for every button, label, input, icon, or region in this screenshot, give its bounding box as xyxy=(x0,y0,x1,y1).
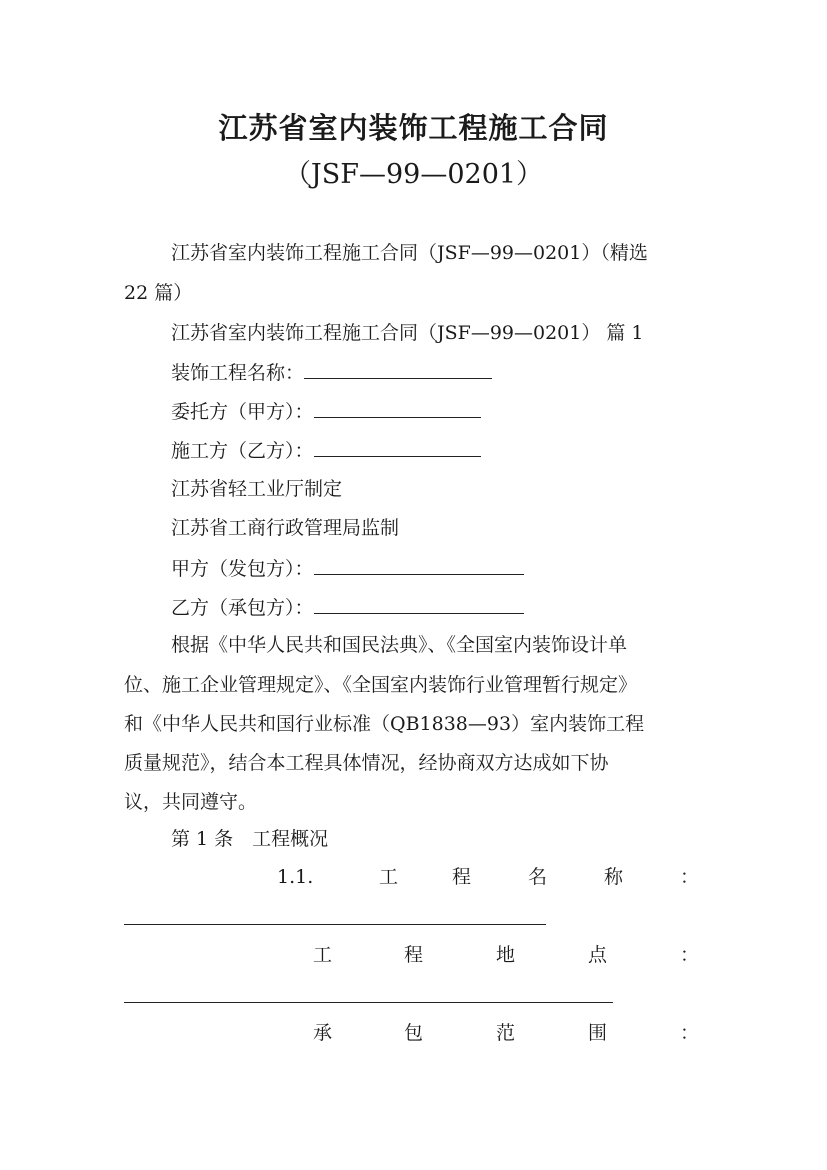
document-subtitle: （JSF—99—0201） xyxy=(283,159,544,190)
item-name-char-4: 称 xyxy=(604,866,624,888)
party-b-row xyxy=(171,595,524,620)
issuer-line-2: 江苏省工商行政管理局监制 xyxy=(171,517,400,539)
intro-line-2: 22 篇） xyxy=(124,282,193,304)
location-underline xyxy=(124,1002,613,1003)
item-location-char-1: 工 xyxy=(313,944,333,966)
item-name-char-5: ： xyxy=(680,866,700,888)
item-location-char-3: 地 xyxy=(496,944,516,966)
item-scope-char-3: 范 xyxy=(496,1022,516,1044)
item-location-char-4: 点 xyxy=(588,944,608,966)
paragraph-line-4: 质量规范》，结合本工程具体情况，经协商双方达成如下协 xyxy=(124,752,609,774)
client-row xyxy=(171,399,481,424)
party-b-blank xyxy=(314,595,524,614)
item-11-number: 1.1. xyxy=(277,866,314,888)
contractor-blank xyxy=(314,438,481,457)
item-name-char-1: 工 xyxy=(379,866,399,888)
contractor-row xyxy=(171,438,481,463)
paragraph-line-2: 位、施工企业管理规定》、《全国室内装饰行业管理暂行规定》 xyxy=(124,674,638,696)
project-name-label: 装饰工程名称： xyxy=(171,362,305,384)
client-blank xyxy=(314,399,481,418)
intro-line-1: 江苏省室内装饰工程施工合同（JSF—99—0201）（精选 xyxy=(171,242,648,264)
paragraph-line-1: 根据《中华人民共和国民法典》、《全国室内装饰设计单 xyxy=(171,634,628,656)
contractor-label: 施工方（乙方）： xyxy=(171,440,314,462)
paragraph-line-5: 议，共同遵守。 xyxy=(124,791,258,813)
party-a-row xyxy=(171,556,524,581)
clause-1-heading: 第 1 条 工程概况 xyxy=(171,828,329,850)
item-scope-char-2: 包 xyxy=(404,1022,424,1044)
item-scope-char-4: 围 xyxy=(588,1022,608,1044)
item-name-char-3: 名 xyxy=(528,866,548,888)
item-scope-char-1: 承 xyxy=(313,1022,333,1044)
client-label: 委托方（甲方）： xyxy=(171,401,314,423)
item-name-char-2: 程 xyxy=(452,866,472,888)
item-location-char-5: ： xyxy=(680,944,700,966)
party-a-label: 甲方（发包方）： xyxy=(171,558,314,580)
project-name-row xyxy=(171,360,492,385)
project-name-blank xyxy=(304,360,492,379)
item-location-char-2: 程 xyxy=(404,944,424,966)
paragraph-line-3: 和《中华人民共和国行业标准（QB1838—93）室内装饰工程 xyxy=(124,713,645,735)
item-scope-char-5: ： xyxy=(680,1022,700,1044)
issuer-line-1: 江苏省轻工业厅制定 xyxy=(171,478,343,500)
document-title: 江苏省室内装饰工程施工合同 xyxy=(218,111,609,145)
article-heading: 江苏省室内装饰工程施工合同（JSF—99—0201） 篇 1 xyxy=(171,322,644,344)
party-a-blank xyxy=(314,556,524,575)
project-name-underline xyxy=(124,924,546,925)
party-b-label: 乙方（承包方）： xyxy=(171,597,314,619)
